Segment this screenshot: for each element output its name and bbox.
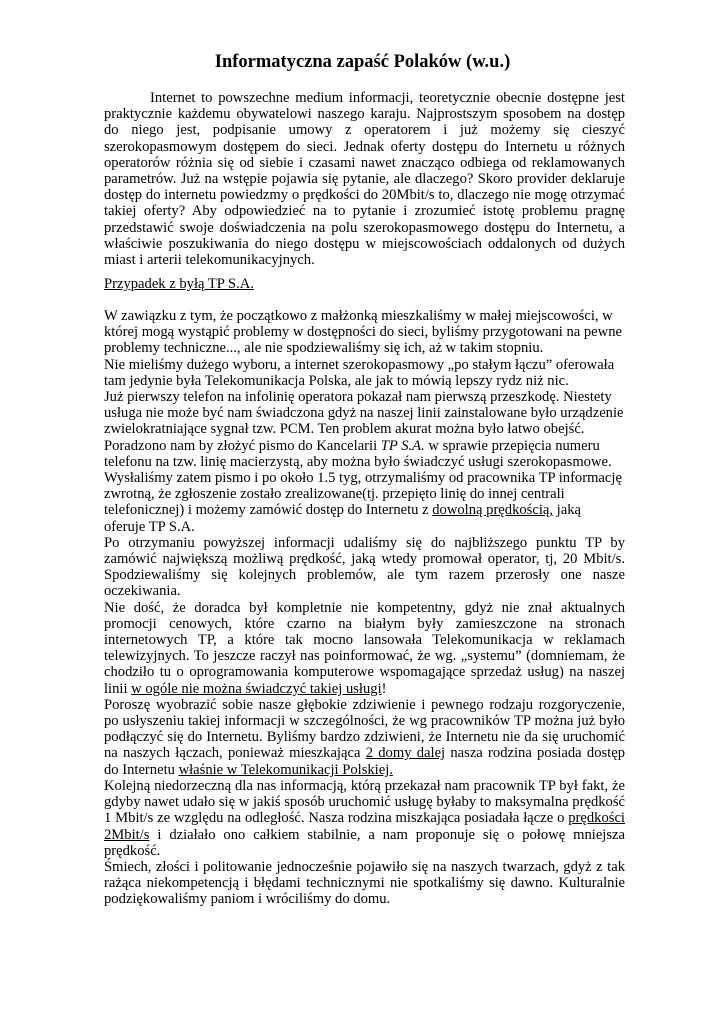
paragraph-5-underlined: w ogóle nie można świadczyć takiej usługi xyxy=(131,680,382,697)
intro-paragraph: Internet to powszechne medium informacji, teoretycznie obecnie dostępne jest praktycznie każdemu obywatelowi naszego karaju. Najprostszym sposobem na dostęp do niego jest, podpisanie umowy z operatorem i już możemy się cieszyć szerokopasmowym dostępem do sieci. Jednak oferty dostępu do Internetu u różnych operatorów różnia się od siebie i czasami nawet znacząco odbiega od reklamowanych parametrów. Już na wstępie pojawia się pytanie, ale dlaczego? Skoro provider deklaruje dostęp do internetu powiedzmy o prędkości do 20Mbit/s to, dlaczego nie mogę otrzymać takiej oferty? Aby odpowiedzieć na to pytanie i zrozumieć istotę problemu pragnę przedstawić swoje doświadczenia na polu szerokopasmowego dostępu do Internetu, a właściwie poszukiwania do niego dostępu w miejscowościach oddalonych od dużych miast i arterii telekomunikacyjnych. xyxy=(104,90,625,269)
paragraph-5-text-b: ! xyxy=(381,680,387,697)
paragraph-3 xyxy=(104,389,625,535)
paragraph-8: Śmiech, złości i politowanie jednocześnie pojawiło się na naszych twarzach, gdyż z tak rażąca niekompetencją i błędami technicznymi nie spotkaliśmy się dawno. Kulturalnie podziękowaliśmy paniom i wróciliśmy do domu. xyxy=(104,858,625,908)
paragraph-6-underlined-2: właśnie w Telekomunikacji Polskiej. xyxy=(178,761,393,778)
paragraph-5 xyxy=(104,600,625,697)
paragraph-3-text-a: Już pierwszy telefon na infolinię operatora pokazał nam pierwszą przeszkodę. Niestety usługa nie może być nam świadczona gdyż na naszej linii zainstalowane było urządzenie zwielokratniające sygnał tzw. PCM. Ten problem akurat można było łatwo obejść. Poradzono nam by złożyć pismo do Kancelarii xyxy=(104,389,624,454)
paragraph-4: Po otrzymaniu powyższej informacji udaliśmy się do najbliższego punktu TP by zamówić największą możliwą prędkość, jaką wtedy promował operator, tj, 20 Mbit/s. Spodziewaliśmy się kolejnych problemów, ale tym razem przerosły one nasze oczekiwania. xyxy=(104,534,625,600)
paragraph-3-underlined: dowolną prędkością, xyxy=(432,502,554,519)
paragraph-3-tpsa-italic: TP S.A. xyxy=(380,437,425,454)
section-body xyxy=(104,308,625,908)
paragraph-7-underlined: prędkości 2Mbit/s xyxy=(104,810,625,843)
paragraph-3-text-c: jaką oferuje TP S.A. xyxy=(104,502,581,535)
paragraph-6 xyxy=(104,697,625,778)
paragraph-6-underlined-1: 2 domy dalej xyxy=(365,745,446,762)
document-title: Informatyczna zapaść Polaków (w.u.) xyxy=(214,52,511,72)
section-heading: Przypadek z byłą TP S.A. xyxy=(104,276,254,292)
paragraph-1: W zawiązku z tym, że początkowo z małżonką mieszkaliśmy w małej miejscowości, w której mogą wystąpić problemy w dostępności do sieci, byliśmy przygotowani na pewne problemy techniczne..., ale nie spodziewaliśmy się ich, aż w takim stopniu. xyxy=(104,308,622,357)
paragraph-3-text-b: w sprawie przepięcia numeru telefonu na tzw. linię macierzystą, aby można było świadczyć usługi szerokopasmowe. Wysłaliśmy zatem pismo i po około 1.5 tyg, otrzymaliśmy od pracownika TP informację zwrotną, że zgłoszenie zostało zrealizowane(tj. przepięto linię do innej centrali telefonicznej) i możemy zamówić dostęp do Internetu z xyxy=(104,437,622,519)
paragraph-7-text-a: Kolejną niedorzeczną dla nas informacją, którą przekazał nam pracownik TP był fakt, że gdyby nawet udało się w jakiś sposób uruchomić usługę byłaby to maksymalna prędkość 1 Mbit/s ze względu na odległość. Nasza rodzina miszkająca posiadała łącze o xyxy=(104,777,625,827)
paragraph-6-text-b: nasza rodzina posiada dostęp do Internetu xyxy=(104,745,625,778)
paragraph-5-text-a: Nie dość, że doradca był kompletnie nie kompetentny, gdyż nie znał aktualnych promocji cenowych, które czarno na białym były zamieszczone na stronach internetowych TP, a które tak mocno lansowała Telekomunikacja w reklamach telewizyjnych. To jeszcze raczył nas poinformować, że wg. „systemu” (domniemam, że chodziło tu o oprogramowania komputerowe wspomagające sprzedaż usług) na naszej linii xyxy=(104,599,625,697)
paragraph-7 xyxy=(104,778,625,859)
paragraph-2: Nie mieliśmy dużego wyboru, a internet szerokopasmowy „po stałym łączu” oferowała tam jedynie była Telekomunikacja Polska, ale jak to mówią lepszy rydz niż nic. xyxy=(104,356,615,389)
paragraph-6-text-a: Poroszę wyobrazić sobie nasze głębokie zdziwienie i pewnego rodzaju rozgoryczenie, po usłyszeniu takiej informacji w szczególności, że wg pracowników TP można już było podłączyć się do Internetu. Byliśmy bardzo zdziwieni, że Internetu nie da się uruchomić na naszych łączach, ponieważ mieszkająca xyxy=(104,696,625,762)
paragraph-7-text-b: i działało ono całkiem stabilnie, a nam proponuje się o połowę mniejsza prędkość. xyxy=(104,826,625,859)
